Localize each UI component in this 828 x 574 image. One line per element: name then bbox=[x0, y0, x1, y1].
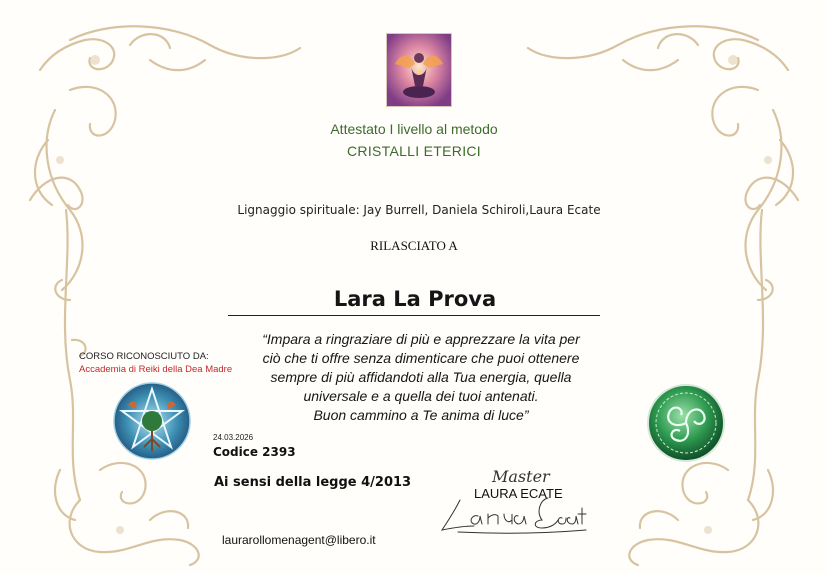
recognition-label: CORSO RICONOSCIUTO DA: bbox=[79, 351, 209, 362]
quote-line: ciò che ti offre senza dimenticare che puoi ottenere bbox=[262, 350, 580, 366]
spiritual-lineage: Lignaggio spirituale: Jay Burrell, Daniela Schiroli,Laura Ecate bbox=[237, 203, 601, 217]
issue-date: 24.03.2026 bbox=[213, 433, 254, 442]
handwritten-signature-icon bbox=[438, 490, 588, 536]
contact-email[interactable]: laurarollomenagent@libero.it bbox=[222, 533, 376, 547]
issued-to-label: RILASCIATO A bbox=[370, 238, 458, 253]
recipient-name: Lara La Prova bbox=[333, 287, 497, 311]
name-underline bbox=[228, 315, 600, 316]
inspirational-quote bbox=[232, 330, 610, 425]
certificate-code: Codice 2393 bbox=[213, 445, 296, 459]
pentagram-seal-icon bbox=[112, 381, 192, 461]
quote-line: Buon cammino a Te anima di luce” bbox=[313, 407, 529, 423]
celtic-triskele-seal-icon bbox=[646, 383, 726, 463]
goddess-meditation-icon bbox=[386, 33, 452, 107]
master-title: Master bbox=[492, 467, 550, 486]
method-name: CRISTALLI ETERICI bbox=[347, 143, 481, 159]
quote-line: universale e a quella dei tuoi antenati. bbox=[303, 388, 539, 404]
law-reference: Ai sensi della legge 4/2013 bbox=[214, 475, 412, 490]
master-name: LAURA ECATE bbox=[474, 486, 563, 501]
quote-line: sempre di più affidandoti alla Tua energia, quella bbox=[270, 369, 572, 385]
quote-line: “Impara a ringraziare di più e apprezzare la vita per bbox=[262, 331, 580, 347]
academy-name: Accademia di Reiki della Dea Madre bbox=[79, 364, 233, 375]
certificate-title: Attestato I livello al metodo bbox=[330, 121, 498, 137]
